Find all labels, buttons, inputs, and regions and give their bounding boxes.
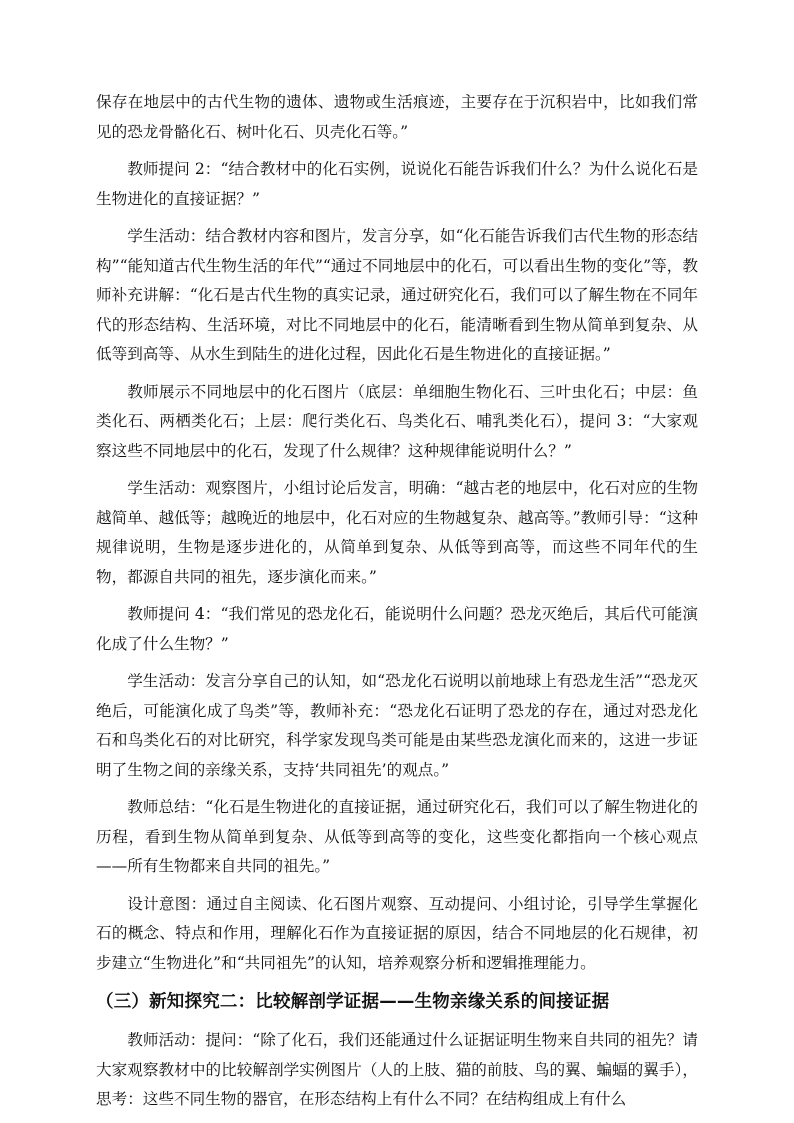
paragraph-teacher-question-2: 教师提问 2：“结合教材中的化石实例，说说化石能告诉我们什么？为什么说化石是生物进化的直接证据？” bbox=[96, 160, 698, 208]
paragraph-teacher-summary: 教师总结：“化石是生物进化的直接证据，通过研究化石，我们可以了解生物进化的历程，看到生物从简单到复杂、从低等到高等的变化，这些变化都指向一个核心观点——所有生物都来自共同的祖先。” bbox=[96, 798, 698, 875]
document-page bbox=[96, 88, 698, 1123]
paragraph-design-intent: 设计意图：通过自主阅读、化石图片观察、互动提问、小组讨论，引导学生掌握化石的概念、特点和作用，理解化石作为直接证据的原因，结合不同地层的化石规律，初步建立“生物进化”和“共同祖先”的认知，培养观察分析和逻辑推理能力。 bbox=[96, 894, 698, 972]
paragraph-student-activity-2: 学生活动：观察图片，小组讨论后发言，明确：“越古老的地层中，化石对应的生物越简单、越低等；越晚近的地层中，化石对应的生物越复杂、越高等。”教师引导：“这种规律说明，生物是逐步进化的，从简单到复杂、从低等到高等，而这些不同年代的生物，都源自共同的祖先，逐步演化而来。” bbox=[96, 479, 698, 586]
paragraph-teacher-question-4: 教师提问 4：“我们常见的恐龙化石，能说明什么问题？恐龙灭绝后，其后代可能演化成了什么生物？” bbox=[96, 605, 698, 653]
paragraph-student-activity-1: 学生活动：结合教材内容和图片，发言分享，如“化石能告诉我们古代生物的形态结构”“能知道古代生物生活的年代”“通过不同地层中的化石，可以看出生物的变化”等，教师补充讲解：“化石是古代生物的真实记录，通过研究化石，我们可以了解生物在不同年代的形态结构、生活环境，对比不同地层中的化石，能清晰看到生物从简单到复杂、从低等到高等、从水生到陆生的进化过程，因此化石是生物进化的直接证据。” bbox=[96, 227, 698, 363]
section-heading: （三）新知探究二：比较解剖学证据——生物亲缘关系的间接证据 bbox=[96, 992, 610, 1012]
paragraph-teacher-activity: 教师活动：提问：“除了化石，我们还能通过什么证据证明生物来自共同的祖先？请大家观察教材中的比较解剖学实例图片（人的上肢、猫的前肢、鸟的翼、蝙蝠的翼手），思考：这些不同生物的器官，在形态结构上有什么不同？在结构组成上有什么 bbox=[96, 1031, 698, 1108]
paragraph-student-activity-3: 学生活动：发言分享自己的认知，如“恐龙化石说明以前地球上有恐龙生活”“恐龙灭绝后，可能演化成了鸟类”等，教师补充：“恐龙化石证明了恐龙的存在，通过对恐龙化石和鸟类化石的对比研究，科学家发现鸟类可能是由某些恐龙演化而来的，这进一步证明了生物之间的亲缘关系，支持‘共同祖先’的观点。” bbox=[96, 672, 698, 779]
paragraph-fossil-definition-continued: 保存在地层中的古代生物的遗体、遗物或生活痕迹，主要存在于沉积岩中，比如我们常见的恐龙骨骼化石、树叶化石、贝壳化石等。” bbox=[96, 93, 698, 141]
paragraph-teacher-question-3: 教师展示不同地层中的化石图片（底层：单细胞生物化石、三叶虫化石；中层：鱼类化石、两栖类化石；上层：爬行类化石、鸟类化石、哺乳类化石），提问 3：“大家观察这些不同地层中的化石，发现了什么规律？这种规律能说明什么？” bbox=[96, 382, 698, 460]
